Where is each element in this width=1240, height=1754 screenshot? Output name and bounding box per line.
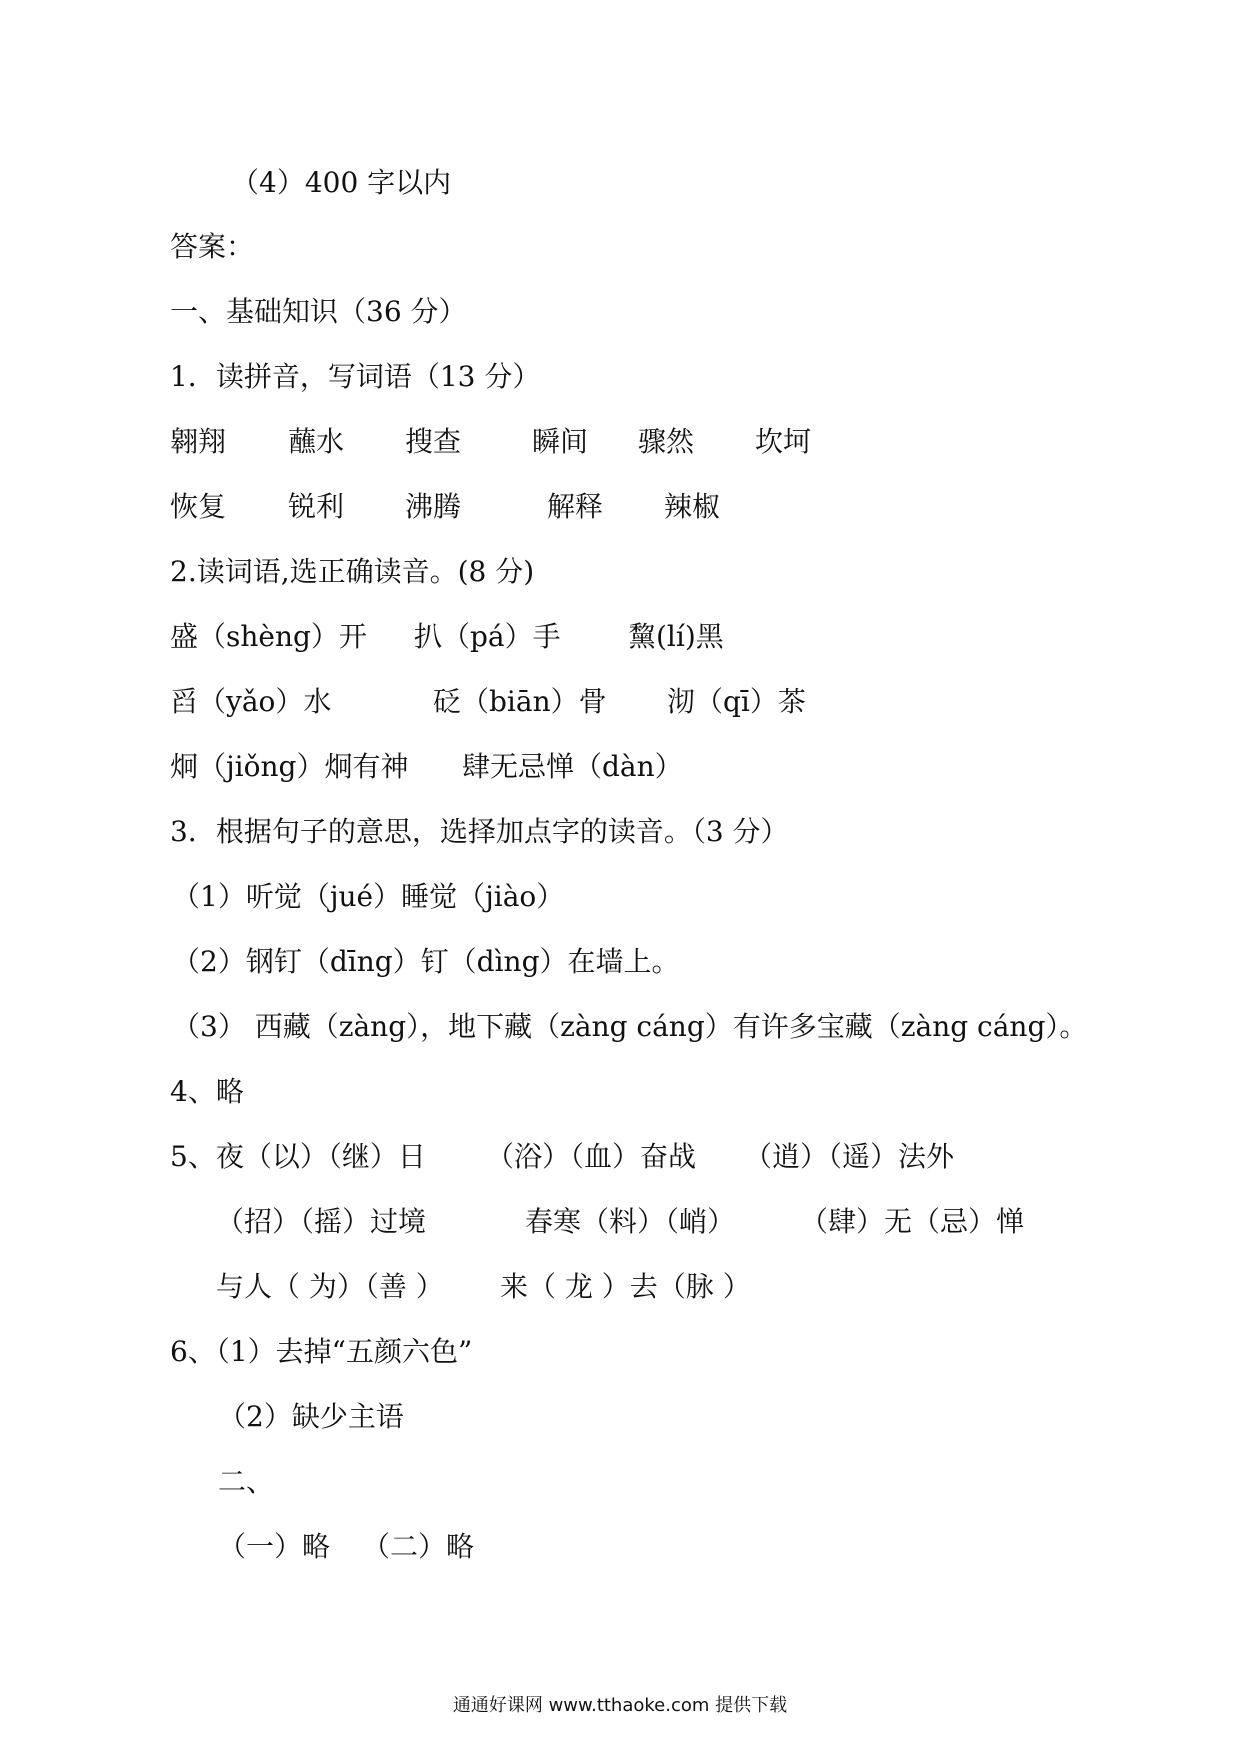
word: 锐利	[288, 490, 345, 523]
word: 蘸水	[288, 425, 345, 458]
text: 3．根据句子的意思，选择加点字的读音。（3 分）	[170, 815, 789, 848]
item: 砭（biān）骨	[433, 685, 607, 718]
item: 炯（jiǒng）炯有神	[170, 750, 409, 783]
text: 2.读词语,选正确读音。(8 分)	[170, 555, 535, 588]
text: 1．读拼音，写词语（13 分）	[170, 360, 541, 393]
text: 一、基础知识（36 分）	[170, 295, 467, 328]
idiom: （逍）（遥）法外	[744, 1140, 955, 1173]
item: （一）略	[218, 1530, 331, 1563]
idiom: 与人（ 为）（善 ）	[216, 1270, 444, 1303]
word: 翱翔	[170, 425, 227, 458]
item: 肆无忌惮（dàn）	[462, 750, 683, 783]
word: 坎坷	[755, 425, 812, 458]
idiom: （招）（摇）过境	[216, 1205, 427, 1238]
text: （1）听觉（jué）睡觉（jiào）	[172, 880, 565, 913]
word: 辣椒	[664, 490, 721, 523]
item: 黧(lí)黑	[628, 620, 724, 653]
word: 瞬间	[532, 425, 589, 458]
text: 6、（1）去掉“五颜六色”	[170, 1335, 473, 1368]
text: 二、	[218, 1465, 275, 1498]
item: 扒（pá）手	[414, 620, 561, 653]
word: 骤然	[638, 425, 695, 458]
text: （2）缺少主语	[218, 1400, 404, 1433]
word: 搜查	[405, 425, 462, 458]
text: 4、略	[170, 1075, 244, 1108]
word: 恢复	[170, 490, 227, 523]
word: 沸腾	[405, 490, 462, 523]
text: （4）400 字以内	[231, 166, 452, 199]
text: （2）钢钉（dīng）钉（dìng）在墙上。	[172, 945, 680, 978]
idiom: 5、夜（以）（继）日	[170, 1140, 426, 1173]
idiom: （肆）无（忌）惮	[800, 1205, 1025, 1238]
text: 答案：	[170, 230, 255, 263]
item: 盛（shèng）开	[170, 620, 367, 653]
idiom: 春寒（料）（峭）	[525, 1205, 736, 1238]
text: （3） 西藏（zàng），地下藏（zàng cáng）有许多宝藏（zàng cáng）。	[172, 1010, 1088, 1043]
item: （二）略	[362, 1530, 475, 1563]
word: 解释	[547, 490, 604, 523]
idiom: （浴）（血）奋战	[486, 1140, 697, 1173]
footer-watermark: 通通好课网 www.tthaoke.com 提供下载	[452, 1695, 788, 1716]
item: 舀（yǎo）水	[170, 685, 332, 718]
item: 沏（qī）茶	[667, 685, 806, 718]
idiom: 来（ 龙 ）去（脉 ）	[500, 1270, 751, 1303]
